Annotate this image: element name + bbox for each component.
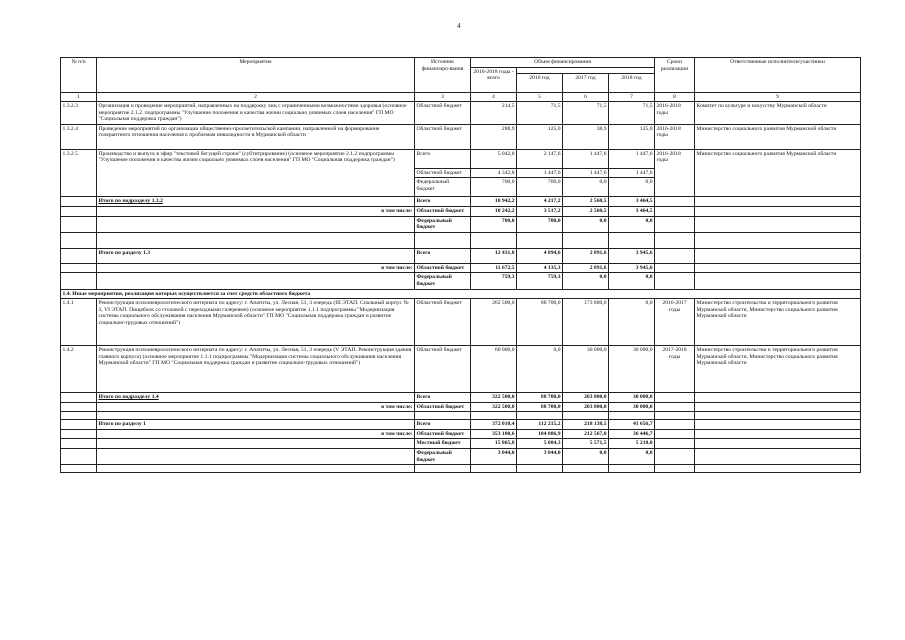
row-num: 1.3.2.5 bbox=[61, 149, 97, 197]
row-total: 372 010,4 bbox=[471, 420, 517, 430]
empty-cell bbox=[655, 263, 695, 273]
header-term: Сроки реализации bbox=[655, 58, 695, 93]
col-index: 4 bbox=[471, 92, 517, 101]
subtotal-row bbox=[61, 402, 861, 412]
empty-cell bbox=[61, 465, 97, 473]
row-term: 2016-2018 годы bbox=[655, 149, 695, 197]
incl-label: в том числе: bbox=[97, 402, 415, 412]
row-source: Областной бюджет bbox=[415, 168, 471, 178]
row-2016: 104 086,9 bbox=[517, 429, 563, 439]
row-activity: Реконструкция психоневрологического интерната по адресу: г. Апатиты, ул. Лесная, 51, 3 очередь (V ЭТАП. Реконструкция здания главного корпуса) (основное мероприятие 1.1.1 подпрограммы "Модернизация системы социального обслуживания населения Мурманской области" ГП МО "Социальная поддержка граждан и развитие социально-трудовых отношений") bbox=[97, 346, 415, 393]
section-total-row bbox=[61, 273, 861, 289]
subtotal-row bbox=[61, 206, 861, 216]
empty-cell bbox=[61, 206, 97, 216]
empty-cell bbox=[695, 402, 861, 412]
subtotal-title: Итого по подразделу 1.3.2 bbox=[97, 197, 415, 207]
row-2017: 5 571,5 bbox=[563, 439, 609, 449]
empty-cell bbox=[61, 402, 97, 412]
row-source: Всего bbox=[415, 420, 471, 430]
row-source: Всего bbox=[415, 149, 471, 168]
row-2018: 1 447,6 bbox=[609, 168, 655, 178]
row-2017: 1 447,6 bbox=[563, 168, 609, 178]
row-2016: 71,5 bbox=[517, 101, 563, 124]
empty-cell bbox=[695, 197, 861, 207]
row-activity: Производство и выпуск в эфир "текстовой бегущей строки" (субтитрирование) (основное мероприятие 2.1.2 подпрограммы "Улучшение положения и качества жизни социально уязвимых слоев населения" ГП МО "Социальная поддержка граждан") bbox=[97, 149, 415, 197]
empty-cell bbox=[655, 429, 695, 439]
header-total: 2016-2018 годы - всего bbox=[471, 67, 517, 92]
header-source: Источник финансиро-вания bbox=[415, 58, 471, 93]
row-source: Областной бюджет bbox=[415, 346, 471, 393]
col-index: 9 bbox=[695, 92, 861, 101]
row-source: Федеральный бюджет bbox=[415, 449, 471, 465]
row-2017: 2 891,6 bbox=[563, 263, 609, 273]
empty-cell bbox=[415, 465, 471, 473]
row-2016: 112 215,2 bbox=[517, 420, 563, 430]
empty-cell bbox=[471, 412, 517, 420]
empty-cell bbox=[695, 263, 861, 273]
subtotal-row bbox=[61, 216, 861, 232]
row-total: 288,9 bbox=[471, 124, 517, 149]
empty-cell bbox=[655, 402, 695, 412]
section-total-row bbox=[61, 439, 861, 449]
row-2017: 2 560,5 bbox=[563, 197, 609, 207]
row-activity: Проведение мероприятий по организации общественно-просветительской кампании, направленной на формирование толерантного отношения населения к проблемам инвалидности в Мурманской области bbox=[97, 124, 415, 149]
empty-cell bbox=[61, 232, 97, 248]
empty-cell bbox=[609, 232, 655, 248]
row-total: 700,0 bbox=[471, 178, 517, 197]
empty-cell bbox=[609, 412, 655, 420]
row-2017: 203 800,0 bbox=[563, 393, 609, 403]
row-total: 11 672,5 bbox=[471, 263, 517, 273]
row-2018: 0,0 bbox=[609, 273, 655, 289]
empty-cell bbox=[695, 465, 861, 473]
empty-cell bbox=[563, 465, 609, 473]
row-total: 5 042,8 bbox=[471, 149, 517, 168]
row-total: 214,5 bbox=[471, 101, 517, 124]
empty-cell bbox=[61, 216, 97, 232]
header-2016: 2016 год bbox=[517, 73, 563, 92]
table-row bbox=[61, 101, 861, 124]
empty-cell bbox=[415, 412, 471, 420]
empty-cell bbox=[695, 232, 861, 248]
page-number: 4 bbox=[457, 22, 461, 30]
row-source: Областной бюджет bbox=[415, 299, 471, 346]
row-2018: 3 945,6 bbox=[609, 248, 655, 263]
row-2017: 71,5 bbox=[563, 101, 609, 124]
section-total-row bbox=[61, 429, 861, 439]
empty-cell bbox=[655, 232, 695, 248]
row-source: Федеральный бюджет bbox=[415, 273, 471, 289]
row-2018: 3 464,5 bbox=[609, 206, 655, 216]
row-2016: 125,0 bbox=[517, 124, 563, 149]
row-term: 2017-2018 годы bbox=[655, 346, 695, 393]
subtotal-row bbox=[61, 197, 861, 207]
row-source: Областной бюджет bbox=[415, 101, 471, 124]
row-2017: 1 447,6 bbox=[563, 149, 609, 168]
row-2018: 30 000,0 bbox=[609, 393, 655, 403]
section-total-row bbox=[61, 420, 861, 430]
row-2016: 2 147,6 bbox=[517, 149, 563, 168]
empty-cell bbox=[695, 420, 861, 430]
row-total: 262 500,0 bbox=[471, 299, 517, 346]
section-title: Итого по разделу 1.3 bbox=[97, 248, 415, 263]
row-2018: 0,0 bbox=[609, 178, 655, 197]
empty-cell bbox=[61, 412, 97, 420]
row-2016: 4 894,6 bbox=[517, 248, 563, 263]
row-term: 2016-2018 годы bbox=[655, 124, 695, 149]
row-responsible: Комитет по культуре и искусству Мурманской области bbox=[695, 101, 861, 124]
col-index: 3 bbox=[415, 92, 471, 101]
empty-cell bbox=[471, 465, 517, 473]
row-source: Местный бюджет bbox=[415, 439, 471, 449]
column-index-row bbox=[61, 92, 861, 101]
header-responsible: Ответственные исполнители/участники bbox=[695, 58, 861, 93]
row-2017: 2 560,5 bbox=[563, 206, 609, 216]
empty-cell bbox=[97, 465, 415, 473]
row-2016: 700,0 bbox=[517, 216, 563, 232]
row-total: 12 431,8 bbox=[471, 248, 517, 263]
row-term: 2016-2018 годы bbox=[655, 101, 695, 124]
empty-cell bbox=[61, 449, 97, 465]
empty-cell bbox=[695, 449, 861, 465]
section-title: Итого по разделу 1 bbox=[97, 420, 415, 430]
row-source: Федеральный бюджет bbox=[415, 178, 471, 197]
row-2018: 0,0 bbox=[609, 449, 655, 465]
col-index: 7 bbox=[609, 92, 655, 101]
empty-cell bbox=[655, 439, 695, 449]
empty-cell bbox=[695, 216, 861, 232]
empty-cell bbox=[97, 232, 415, 248]
table-row bbox=[61, 346, 861, 393]
empty-cell bbox=[97, 439, 415, 449]
row-2017: 218 138,5 bbox=[563, 420, 609, 430]
row-2016: 0,0 bbox=[517, 346, 563, 393]
row-2016: 5 084,3 bbox=[517, 439, 563, 449]
empty-cell bbox=[517, 465, 563, 473]
row-total: 4 342,8 bbox=[471, 168, 517, 178]
empty-cell bbox=[563, 412, 609, 420]
row-2016: 88 700,0 bbox=[517, 299, 563, 346]
empty-cell bbox=[695, 393, 861, 403]
header-funding: Объем финансирования bbox=[471, 58, 655, 68]
header-2017: 2017 год bbox=[563, 73, 609, 92]
row-total: 700,0 bbox=[471, 216, 517, 232]
incl-label: в том числе: bbox=[97, 206, 415, 216]
funding-table bbox=[60, 57, 861, 473]
col-index: 2 bbox=[97, 92, 415, 101]
row-2017: 0,0 bbox=[563, 273, 609, 289]
empty-cell bbox=[97, 412, 415, 420]
row-2016: 3 044,0 bbox=[517, 449, 563, 465]
row-2018: 125,0 bbox=[609, 124, 655, 149]
empty-cell bbox=[655, 465, 695, 473]
row-2018: 30 000,0 bbox=[609, 402, 655, 412]
col-index: 5 bbox=[517, 92, 563, 101]
row-term: 2016-2017 годы bbox=[655, 299, 695, 346]
empty-cell bbox=[609, 465, 655, 473]
header-num: № п/п bbox=[61, 58, 97, 93]
empty-cell bbox=[97, 273, 415, 289]
empty-cell bbox=[61, 248, 97, 263]
row-total: 10 242,2 bbox=[471, 206, 517, 216]
row-num: 1.4.1 bbox=[61, 299, 97, 346]
subtotal-row bbox=[61, 393, 861, 403]
empty-cell bbox=[415, 232, 471, 248]
row-2018: 1 447,6 bbox=[609, 149, 655, 168]
row-source: Областной бюджет bbox=[415, 429, 471, 439]
table-row bbox=[61, 299, 861, 346]
row-2018: 3 945,6 bbox=[609, 263, 655, 273]
empty-cell bbox=[517, 412, 563, 420]
incl-label: в том числе: bbox=[97, 263, 415, 273]
col-index: 8 bbox=[655, 92, 695, 101]
empty-cell bbox=[471, 232, 517, 248]
table-header-row bbox=[61, 58, 861, 68]
row-activity: Организация и проведение мероприятий, направленных на поддержку лиц с ограниченными возможностями здоровья (основное мероприятие 2.1.2. подпрограммы "Улучшение положения и качества жизни социально уязвимых слоев населения" ГП МО "Социальная поддержка граждан") bbox=[97, 101, 415, 124]
row-2017: 0,0 bbox=[563, 178, 609, 197]
row-2016: 88 700,0 bbox=[517, 393, 563, 403]
row-total: 322 500,0 bbox=[471, 402, 517, 412]
row-2018: 0,0 bbox=[609, 299, 655, 346]
row-2018: 71,5 bbox=[609, 101, 655, 124]
empty-cell bbox=[695, 273, 861, 289]
spacer-row bbox=[61, 465, 861, 473]
spacer-row bbox=[61, 412, 861, 420]
empty-cell bbox=[655, 420, 695, 430]
empty-cell bbox=[61, 420, 97, 430]
row-source: Федеральный бюджет bbox=[415, 216, 471, 232]
row-responsible: Министерство социального развития Мурманской области bbox=[695, 124, 861, 149]
section-total-row bbox=[61, 263, 861, 273]
row-source: Всего bbox=[415, 393, 471, 403]
row-2016: 700,0 bbox=[517, 178, 563, 197]
row-num: 1.4.2 bbox=[61, 346, 97, 393]
row-source: Всего bbox=[415, 197, 471, 207]
empty-cell bbox=[61, 393, 97, 403]
row-total: 15 865,8 bbox=[471, 439, 517, 449]
table-row bbox=[61, 124, 861, 149]
row-responsible: Министерство строительства и территориального развития Мурманской области, Министерство социального развития Мурманской области bbox=[695, 299, 861, 346]
row-num: 1.3.2.3 bbox=[61, 101, 97, 124]
row-source: Областной бюджет bbox=[415, 402, 471, 412]
row-total: 759,3 bbox=[471, 273, 517, 289]
row-2016: 1 447,6 bbox=[517, 168, 563, 178]
row-2016: 4 135,3 bbox=[517, 263, 563, 273]
row-2016: 4 217,2 bbox=[517, 197, 563, 207]
empty-cell bbox=[655, 197, 695, 207]
row-2016: 3 517,2 bbox=[517, 206, 563, 216]
empty-cell bbox=[61, 273, 97, 289]
table-row bbox=[61, 149, 861, 168]
row-total: 60 000,0 bbox=[471, 346, 517, 393]
row-num: 1.3.2.4 bbox=[61, 124, 97, 149]
empty-cell bbox=[97, 216, 415, 232]
row-2018: 41 656,7 bbox=[609, 420, 655, 430]
row-total: 322 500,0 bbox=[471, 393, 517, 403]
row-2018: 0,0 bbox=[609, 216, 655, 232]
empty-cell bbox=[655, 449, 695, 465]
row-2017: 0,0 bbox=[563, 449, 609, 465]
header-2018: 2018 год bbox=[609, 73, 655, 92]
row-2018: 36 446,7 bbox=[609, 429, 655, 439]
empty-cell bbox=[61, 197, 97, 207]
row-2017: 212 567,0 bbox=[563, 429, 609, 439]
empty-cell bbox=[61, 429, 97, 439]
spacer-row bbox=[61, 232, 861, 248]
section-heading: 1.4. Иные мероприятия, реализация которых осуществляется за счет средств областного бюджета bbox=[61, 289, 861, 299]
col-index: 6 bbox=[563, 92, 609, 101]
row-responsible: Министерство строительства и территориального развития Мурманской области, Министерство социального развития Мурманской области bbox=[695, 346, 861, 393]
empty-cell bbox=[61, 263, 97, 273]
empty-cell bbox=[655, 412, 695, 420]
row-source: Областной бюджет bbox=[415, 124, 471, 149]
col-index: 1 bbox=[61, 92, 97, 101]
empty-cell bbox=[695, 439, 861, 449]
row-2017: 30 000,0 bbox=[563, 346, 609, 393]
row-source: Областной бюджет bbox=[415, 263, 471, 273]
section-total-row bbox=[61, 449, 861, 465]
empty-cell bbox=[695, 206, 861, 216]
empty-cell bbox=[517, 232, 563, 248]
empty-cell bbox=[61, 439, 97, 449]
row-2017: 203 800,0 bbox=[563, 402, 609, 412]
section-heading-row bbox=[61, 289, 861, 299]
row-source: Всего bbox=[415, 248, 471, 263]
empty-cell bbox=[655, 216, 695, 232]
subtotal-title: Итого по подразделу 1.4 bbox=[97, 393, 415, 403]
empty-cell bbox=[655, 206, 695, 216]
incl-label: в том числе: bbox=[97, 429, 415, 439]
row-responsible: Министерство социального развития Мурманской области bbox=[695, 149, 861, 197]
empty-cell bbox=[695, 248, 861, 263]
empty-cell bbox=[97, 449, 415, 465]
row-2018: 30 000,0 bbox=[609, 346, 655, 393]
empty-cell bbox=[695, 429, 861, 439]
row-activity: Реконструкция психоневрологического интерната по адресу: г. Апатиты, ул. Лесная, 51, 3 очередь (III ЭТАП. Спальный корпус № 3, VI ЭТАП. Пищеблок со столовой с переходными галереями) (основное мероприятие 1.1.1 подпрограммы "Модернизация системы социального обслуживания населения Мурманской области" ГП МО "Социальная поддержка граждан и развитие социально-трудовых отношений") bbox=[97, 299, 415, 346]
empty-cell bbox=[695, 412, 861, 420]
empty-cell bbox=[655, 393, 695, 403]
row-total: 353 100,6 bbox=[471, 429, 517, 439]
row-2017: 2 891,6 bbox=[563, 248, 609, 263]
row-total: 10 942,2 bbox=[471, 197, 517, 207]
empty-cell bbox=[655, 273, 695, 289]
row-2016: 88 700,0 bbox=[517, 402, 563, 412]
empty-cell bbox=[563, 232, 609, 248]
row-source: Областной бюджет bbox=[415, 206, 471, 216]
row-total: 3 044,0 bbox=[471, 449, 517, 465]
row-2017: 173 800,0 bbox=[563, 299, 609, 346]
section-total-row bbox=[61, 248, 861, 263]
row-2017: 38,9 bbox=[563, 124, 609, 149]
row-2018: 3 464,5 bbox=[609, 197, 655, 207]
row-2016: 759,3 bbox=[517, 273, 563, 289]
header-activity: Мероприятие bbox=[97, 58, 415, 93]
row-2018: 5 210,0 bbox=[609, 439, 655, 449]
empty-cell bbox=[655, 248, 695, 263]
row-2017: 0,0 bbox=[563, 216, 609, 232]
